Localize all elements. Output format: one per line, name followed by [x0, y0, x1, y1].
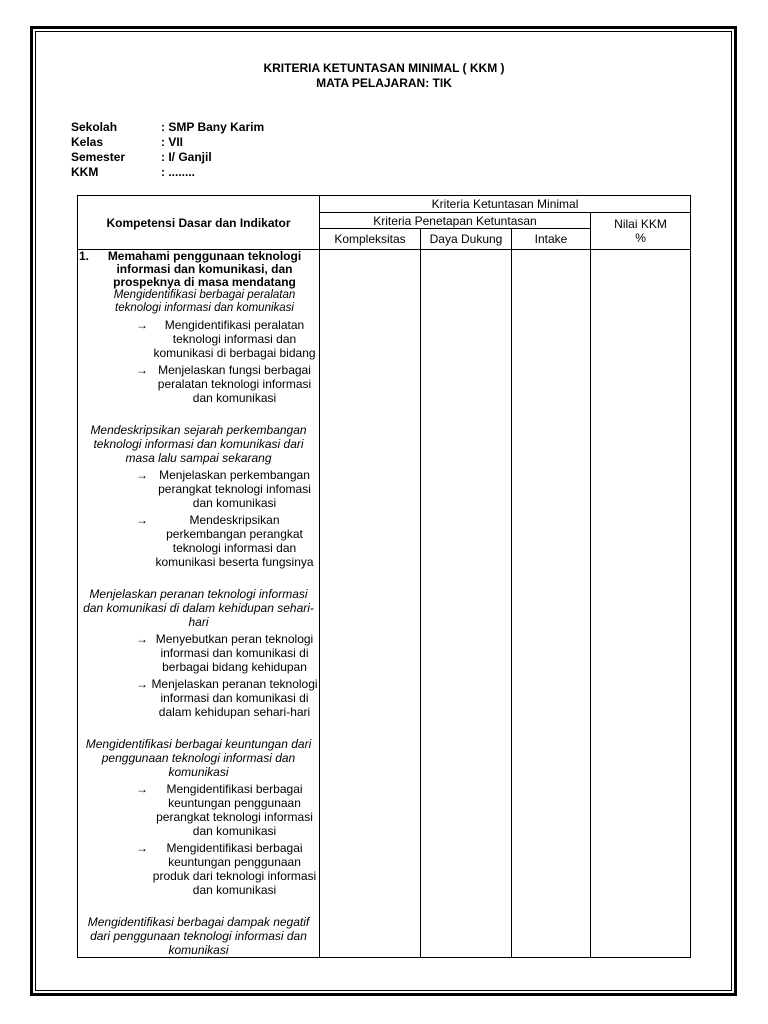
indicator-item	[134, 677, 319, 719]
kompleksitas-cell	[320, 250, 421, 958]
indicator-item	[134, 632, 319, 674]
indicator-group-heading: Mengidentifikasi berbagai peralatan teknologi informasi dan komunikasi	[113, 289, 296, 314]
indicator-item	[134, 513, 319, 569]
nilai-kkm-label: Nilai KKM	[614, 217, 667, 231]
info-value: : ........	[161, 165, 196, 179]
kompetensi-content-cell	[78, 250, 320, 958]
info-label: KKM	[71, 165, 99, 179]
indicator-text: Mengidentifikasi berbagai keuntungan penggunaan produk dari teknologi informasi dan komunikasi	[152, 841, 317, 897]
document-title: KRITERIA KETUNTASAN MINIMAL ( KKM )	[263, 61, 505, 75]
info-value: : SMP Bany Karim	[161, 120, 265, 134]
indicator-text: Menjelaskan perkembangan perangkat teknologi infomasi dan komunikasi	[158, 468, 311, 510]
header-intake: Intake	[512, 229, 591, 250]
header-nilai-kkm	[591, 213, 691, 250]
indicator-text: Menjelaskan peranan teknologi informasi dan komunikasi di dalam kehidupan sehari-hari	[151, 677, 318, 719]
indicator-text: Mengidentifikasi peralatan teknologi informasi dan komunikasi di berbagai bidang	[153, 318, 316, 360]
info-row-semester	[71, 150, 264, 165]
arrow-icon: →	[136, 841, 148, 855]
info-row-kelas	[71, 135, 264, 150]
info-label: Kelas	[71, 135, 104, 149]
indicator-text: Menyebutkan peran teknologi informasi dan komunikasi di berbagai bidang kehidupan	[155, 632, 314, 674]
indicator-text: Mendeskripsikan perkembangan perangkat teknologi informasi dan komunikasi beserta fungsinya	[155, 513, 314, 569]
header-kriteria-penetapan: Kriteria Penetapan Ketuntasan	[320, 213, 591, 229]
kkm-table	[77, 195, 691, 958]
indicator-item	[134, 468, 319, 510]
intake-cell	[512, 250, 591, 958]
indicator-item	[134, 841, 319, 897]
indicator-group-heading: Menjelaskan peranan teknologi informasi dan komunikasi di dalam kehidupan sehari-hari	[83, 587, 314, 629]
indicator-group-heading: Mengidentifikasi berbagai keuntungan dari penggunaan teknologi informasi dan komunikasi	[85, 737, 312, 779]
info-row-sekolah	[71, 120, 264, 135]
document-subtitle: MATA PELAJARAN: TIK	[316, 76, 452, 90]
kd-title	[78, 250, 319, 289]
indicator-item	[134, 363, 319, 405]
header-kriteria-ketuntasan: Kriteria Ketuntasan Minimal	[320, 196, 691, 213]
info-block	[71, 120, 264, 180]
header-kompetensi-dasar: Kompetensi Dasar dan Indikator	[78, 196, 320, 250]
kd-number: 1.	[78, 249, 89, 263]
arrow-icon: →	[136, 318, 148, 332]
daya-dukung-cell	[421, 250, 512, 958]
info-value: : I/ Ganjil	[161, 150, 212, 164]
info-value: : VII	[161, 135, 184, 149]
indicator-text: Mengidentifikasi berbagai keuntungan penggunaan perangkat teknologi informasi dan komunikasi	[156, 782, 313, 838]
info-row-kkm	[71, 165, 264, 180]
nilai-kkm-percent: %	[635, 231, 646, 245]
arrow-icon: →	[136, 632, 148, 646]
nilai-kkm-cell	[591, 250, 691, 958]
indicator-item	[134, 782, 319, 838]
indicator-text: Menjelaskan fungsi berbagai peralatan teknologi informasi dan komunikasi	[157, 363, 312, 405]
info-label: Semester	[71, 150, 126, 164]
header-kompleksitas: Kompleksitas	[320, 229, 421, 250]
arrow-icon: →	[136, 468, 148, 482]
indicator-group-heading: Mendeskripsikan sejarah perkembangan teknologi informasi dan komunikasi dari masa lalu sampai sekarang	[90, 423, 307, 465]
info-label: Sekolah	[71, 120, 118, 134]
arrow-icon: →	[136, 513, 148, 527]
arrow-icon: →	[136, 363, 148, 377]
kd-title-text: Memahami penggunaan teknologi informasi dan komunikasi, dan prospeknya di masa mendatang	[107, 249, 302, 289]
arrow-icon: →	[136, 782, 148, 796]
indicator-group-heading: Mengidentifikasi berbagai dampak negatif dari penggunaan teknologi informasi dan komunikasi	[87, 915, 310, 957]
indicator-item	[134, 318, 319, 360]
header-daya-dukung: Daya Dukung	[421, 229, 512, 250]
arrow-icon: →	[136, 677, 148, 691]
